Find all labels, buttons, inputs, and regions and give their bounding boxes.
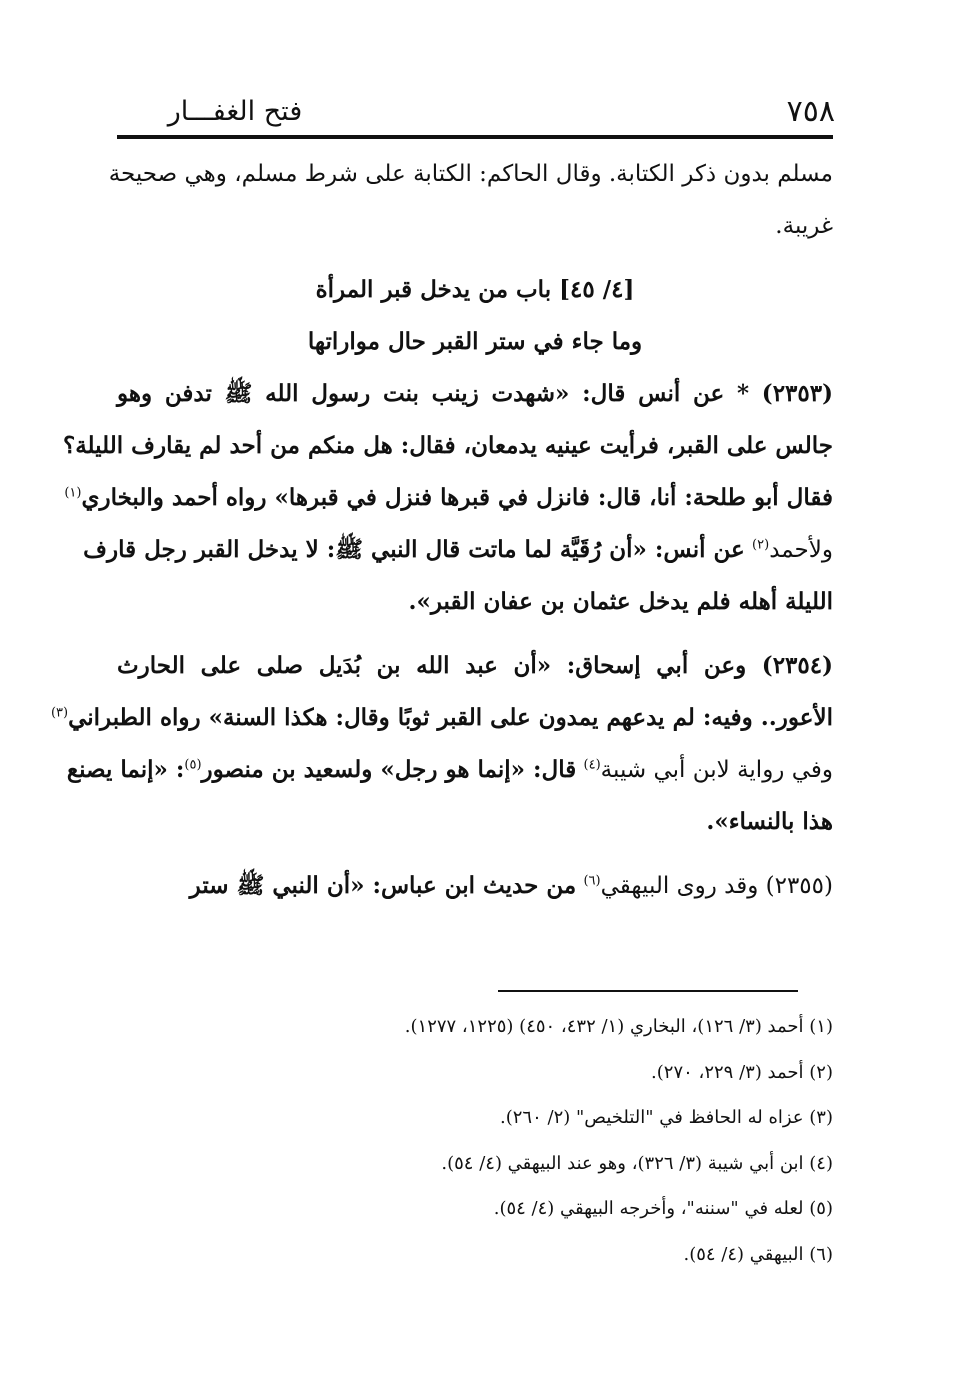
running-title: فتح الغفـــار bbox=[167, 96, 303, 127]
hadith-line bbox=[117, 860, 833, 912]
footnote: (٥) لعله في "سننه"، وأخرجه البيهقي (٤/ ٥٤). bbox=[493, 1198, 833, 1219]
footnote-ref: (٦) bbox=[583, 873, 601, 889]
hadith-line bbox=[50, 692, 833, 744]
chapter-heading: [٤/ ٤٥] باب من يدخل قبر المرأة bbox=[315, 276, 635, 303]
chapter-subheading: وما جاء في ستر القبر حال مواراتها bbox=[307, 328, 643, 355]
spacer bbox=[117, 848, 833, 860]
hadith-text: وفي رواية لابن أبي شيبة bbox=[600, 757, 833, 783]
header-rule bbox=[117, 135, 833, 139]
page-number: ٧٥٨ bbox=[786, 94, 835, 129]
footnote: (٣) عزاه له الحافظ في "التلخيص" (٢/ ٢٦٠). bbox=[500, 1107, 833, 1128]
footnote-separator bbox=[498, 990, 798, 992]
hadith-line: الليلة أهله فلم يدخل عثمان بن عفان القبر». bbox=[408, 588, 833, 615]
footnote-ref: (١) bbox=[64, 485, 82, 501]
spacer bbox=[117, 628, 833, 640]
hadith-text: : «إنما يصنع bbox=[66, 756, 185, 783]
footnote-ref: (٥) bbox=[184, 757, 202, 773]
hadith-text: قال: «إنما هو رجل» ولسعيد بن منصور bbox=[201, 756, 577, 783]
hadith-line: هذا بالنساء». bbox=[706, 808, 833, 835]
hadith-text: عن أنس: «أن رُقَيَّة لما ماتت قال النبي ﷺ: لا يدخل القبر رجل قارف bbox=[83, 536, 745, 563]
spacer bbox=[117, 252, 833, 264]
main-text bbox=[50, 148, 833, 912]
hadith-text: ولأحمد bbox=[769, 537, 833, 563]
hadith-line: (٢٣٥٤) وعن أبي إسحاق: «أن عبد الله بن بُدَيل صلى على الحارث bbox=[117, 652, 833, 679]
hadith-line: (٢٣٥٣) * عن أنس قال: «شهدت زينب بنت رسول الله ﷺ تدفن وهو bbox=[117, 380, 833, 407]
footnotes bbox=[117, 1004, 833, 1277]
hadith-text: (٢٣٥٥) وقد روى البيهقي bbox=[600, 873, 833, 899]
hadith-text: الأعور.. وفيه: لم يدعهم يمدون على القبر ثوبًا وقال: هكذا السنة» رواه الطبراني bbox=[68, 704, 833, 731]
footnote: (٤) ابن أبي شيبة (٣/ ٣٢٦)، وهو عند البيهقي (٤/ ٥٤). bbox=[441, 1152, 833, 1174]
footnote-ref: (٢) bbox=[752, 537, 770, 553]
text-line: غريبة. bbox=[775, 213, 833, 239]
footnote: (٢) أحمد (٣/ ٢٢٩، ٢٧٠). bbox=[651, 1061, 833, 1083]
hadith-line: جالس على القبر، فرأيت عينيه يدمعان، فقال: هل منكم من أحد لم يقارف الليلة؟ bbox=[63, 432, 833, 459]
hadith-text: فقال أبو طلحة: أنا، قال: فانزل في قبرها فنزل في قبرها» رواه أحمد والبخاري bbox=[81, 484, 833, 511]
hadith-line bbox=[66, 744, 833, 796]
footnote: (١) أحمد (٣/ ١٢٦)، البخاري (١/ ٤٣٢، ٤٥٠) (١٢٢٥، ١٢٧٧). bbox=[404, 1016, 833, 1037]
footnote-ref: (٤) bbox=[583, 757, 601, 773]
footnote: (٦) البيهقي (٤/ ٥٤). bbox=[683, 1243, 833, 1265]
text-line: مسلم بدون ذكر الكتابة. وقال الحاكم: الكتابة على شرط مسلم، وهي صحيحة bbox=[108, 161, 833, 187]
hadith-text: من حديث ابن عباس: «أن النبي ﷺ ستر bbox=[189, 872, 577, 899]
hadith-line bbox=[64, 472, 833, 524]
footnote-ref: (٣) bbox=[50, 705, 69, 721]
hadith-line bbox=[83, 524, 833, 576]
